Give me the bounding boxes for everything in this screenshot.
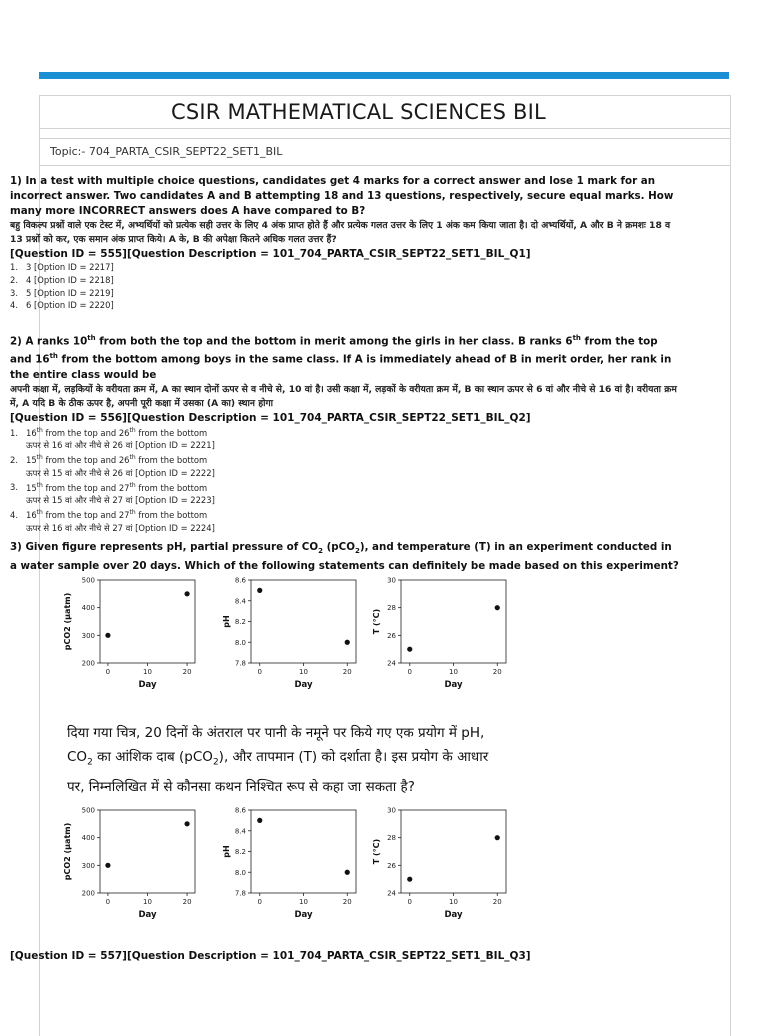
chart-panel-1 (63, 807, 195, 921)
x-tick-label: 0 (105, 668, 111, 676)
y-tick-label: 8.2 (234, 848, 246, 856)
y-axis-label: T (°C) (372, 838, 381, 865)
y-tick-label: 8.6 (234, 576, 246, 585)
data-point (407, 647, 412, 652)
y-axis-label: pH (222, 845, 231, 858)
x-axis-label: Day (294, 910, 313, 920)
plot-frame (100, 580, 195, 663)
y-tick-label: 26 (387, 861, 396, 870)
y-axis-label: T (°C) (372, 608, 381, 635)
x-axis-label: Day (444, 910, 463, 920)
question-1-id: [Question ID = 555][Question Description = 101_704_PARTA_CSIR_SEPT22_SET1_BIL_Q1] (10, 248, 531, 260)
y-tick-label: 7.8 (234, 659, 246, 668)
figure-set-english (56, 576, 526, 698)
y-axis-label: pCO2 (µatm) (63, 822, 72, 881)
question-2 (10, 331, 682, 534)
question-3-text: 3) Given figure represents pH, partial pressure of $CO_2$ (pCO$_2$), and temperature (T) in an experiment conducted in a water sample over 20 days. Which of the following statements can definitely be made based on this experiment? (10, 541, 679, 573)
x-tick-label: 20 (182, 668, 192, 676)
option-item[interactable]: 4. 16th from the top and 27th from the bottom ऊपर से 16 वां और नीचे से 27 वां [Option ID = 2224] (10, 509, 215, 533)
y-axis-label: pCO2 (µatm) (63, 592, 72, 651)
data-point (257, 588, 262, 593)
chart-panel-1 (63, 577, 195, 691)
question-1-hindi: बहु विकल्प प्रश्नों वाले एक टेस्ट में, अभ्यर्थियों को प्रत्येक सही उत्तर के लिए 4 अंक प्राप्त होते हैं और प्रत्येक गलत उत्तर के लिए 1 अंक कम किया जाता है। दो अभ्यर्थियों, A और B ने क्रमशः 18 व 13 प्रश्नों को कर, एक समान अंक प्राप्त किये। A के, B की अपेक्षा कितने अधिक गलत उत्तर हैं? (10, 220, 671, 245)
figure-set-hindi (56, 806, 526, 928)
y-tick-label: 400 (81, 604, 95, 613)
plot-frame (401, 580, 506, 663)
y-tick-label: 8.4 (234, 827, 246, 836)
x-tick-label: 20 (342, 668, 352, 676)
data-point (345, 870, 350, 875)
question-2-options (10, 425, 682, 535)
question-1 (10, 174, 682, 312)
plot-frame (251, 580, 356, 663)
x-tick-label: 0 (257, 668, 262, 676)
y-tick-label: 30 (387, 806, 396, 815)
question-1-options (10, 261, 682, 312)
page-title-bar (40, 96, 730, 129)
x-tick-label: 0 (407, 668, 412, 676)
question-3-hindi: दिया गया चित्र, 20 दिनों के अंतराल पर पानी के नमूने पर किये गए एक प्रयोग में pH, $CO_2$ का आंशिक दाब (pCO$_2$), और तापमान (T) को दर्शाता है। इस प्रयोग के आधार पर, निम्नलिखित में से कौनसा कथन निश्चित रूप से कहा जा सकता है? (67, 725, 489, 795)
data-point (105, 633, 110, 638)
y-tick-label: 300 (81, 631, 95, 640)
x-tick-label: 10 (299, 898, 308, 906)
figure-set-1-svg (56, 576, 526, 694)
data-point (184, 591, 189, 596)
option-item[interactable]: 2. 15th from the top and 26th from the bottom ऊपर से 15 वां और नीचे से 26 वां [Option ID = 2222] (10, 454, 215, 478)
y-tick-label: 8.4 (234, 597, 246, 606)
y-tick-label: 200 (81, 659, 95, 668)
question-3-id-row (10, 949, 682, 963)
x-tick-label: 10 (449, 898, 458, 906)
x-tick-label: 10 (143, 898, 152, 906)
x-tick-label: 20 (492, 898, 502, 906)
x-axis-label: Day (138, 910, 157, 920)
option-item[interactable]: 3. 15th from the top and 27th from the bottom ऊपर से 15 वां और नीचे से 27 वां [Option ID = 2223] (10, 481, 215, 506)
topic-bar (40, 138, 730, 166)
chart-panel-2 (222, 807, 356, 921)
option-item[interactable]: 1. 3 [Option ID = 2217] (10, 262, 114, 272)
y-tick-label: 500 (81, 576, 95, 585)
y-tick-label: 8.2 (234, 618, 246, 626)
y-tick-label: 500 (81, 806, 95, 815)
y-tick-label: 200 (81, 889, 95, 898)
y-tick-label: 300 (81, 861, 95, 870)
top-accent-bar (39, 72, 729, 79)
x-axis-label: Day (138, 680, 157, 690)
x-tick-label: 20 (492, 668, 502, 676)
data-point (105, 863, 110, 868)
chart-panel-3 (372, 807, 506, 921)
y-tick-label: 24 (387, 889, 396, 898)
question-1-text: 1) In a test with multiple choice questions, candidates get 4 marks for a correct answer and lose 1 mark for an incorrect answer. Two candidates A and B attempting 18 and 13 questions, respectively, secure equal marks. How many more INCORRECT answers does A have compared to B? (10, 175, 674, 217)
y-tick-label: 28 (387, 834, 396, 843)
y-tick-label: 28 (387, 604, 396, 613)
data-point (407, 877, 412, 882)
chart-panel-3 (372, 577, 506, 691)
x-axis-label: Day (294, 680, 313, 690)
plot-frame (100, 810, 195, 893)
question-2-id: [Question ID = 556][Question Description = 101_704_PARTA_CSIR_SEPT22_SET1_BIL_Q2] (10, 411, 531, 424)
figure-set-2-svg (56, 806, 526, 924)
x-axis-label: Day (444, 680, 463, 690)
y-tick-label: 30 (387, 576, 396, 585)
question-2-text: 2) A ranks 10th from both the top and the bottom in merit among the girls in her class. B ranks 6th from the top and 16th from the bottom among boys in the same class. If A is immediately ahead of B in merit order, her rank in the entire class would be (10, 334, 672, 381)
plot-frame (251, 810, 356, 893)
y-tick-label: 26 (387, 631, 396, 640)
y-axis-label: pH (222, 615, 231, 628)
y-tick-label: 8.0 (234, 868, 246, 877)
question-3 (10, 540, 682, 574)
option-item[interactable]: 2. 4 [Option ID = 2218] (10, 274, 114, 285)
x-tick-label: 0 (407, 898, 412, 906)
option-item[interactable]: 4. 6 [Option ID = 2220] (10, 300, 114, 311)
question-2-hindi: अपनी कक्षा में, लड़कियों के वरीयता क्रम में, A का स्थान दोनों ऊपर से व नीचे से, 10 वां है। उसी कक्षा में, लड़कों के वरीयता क्रम में, B का स्थान ऊपर से 6 वां और नीचे से 16 वां है। वरीयता क्रम में, A यदि B के ठीक ऊपर है, अपनी पूरी कक्षा में उसका (A का) स्थान होगा (10, 383, 677, 409)
y-tick-label: 8.6 (234, 806, 246, 815)
y-tick-label: 8.0 (234, 638, 246, 647)
option-item[interactable]: 3. 5 [Option ID = 2219] (10, 287, 114, 298)
data-point (345, 640, 350, 645)
question-3-id: [Question ID = 557][Question Description = 101_704_PARTA_CSIR_SEPT22_SET1_BIL_Q3] (10, 950, 531, 962)
x-tick-label: 0 (105, 898, 111, 906)
x-tick-label: 20 (182, 898, 192, 906)
x-tick-label: 0 (257, 898, 262, 906)
plot-frame (401, 810, 506, 893)
x-tick-label: 10 (143, 668, 152, 676)
x-tick-label: 10 (449, 668, 458, 676)
x-tick-label: 10 (299, 668, 308, 676)
option-item[interactable]: 1. 16th from the top and 26th from the bottom ऊपर से 16 वां और नीचे से 26 वां [Option ID = 2221] (10, 426, 215, 451)
data-point (257, 818, 262, 823)
topic-label: Topic:- 704_PARTA_CSIR_SEPT22_SET1_BIL (50, 145, 283, 158)
chart-panel-2 (222, 577, 356, 691)
page-title: CSIR MATHEMATICAL SCIENCES BIL (171, 100, 546, 124)
data-point (495, 605, 500, 610)
data-point (184, 821, 189, 826)
x-tick-label: 20 (342, 898, 352, 906)
y-tick-label: 24 (387, 659, 396, 668)
y-tick-label: 400 (81, 834, 95, 843)
data-point (495, 835, 500, 840)
y-tick-label: 7.8 (234, 889, 246, 898)
